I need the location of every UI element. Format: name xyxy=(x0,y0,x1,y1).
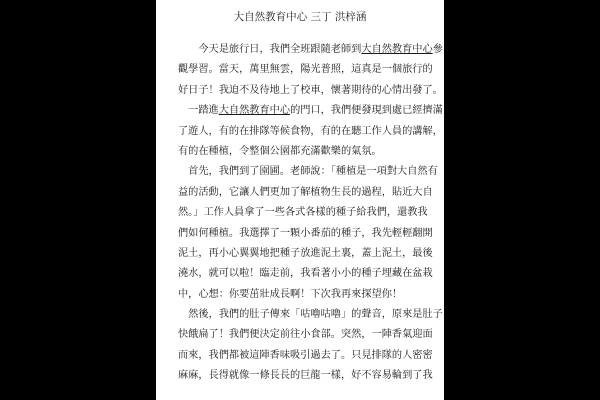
text-line: 好日子！我迫不及待地上了校車，懷著期待的心情出發了。 xyxy=(178,84,443,96)
text-line: 泥土，再小心翼翼地把種子放進泥土裏，蓋上泥土，最後 xyxy=(178,247,433,259)
text-line: 了遊人，有的在排隊等候食物，有的在聽工作人員的講解， xyxy=(178,125,443,137)
text-line: 而來，我們都被這陣香味吸引過去了。只見排隊的人密密 xyxy=(178,349,433,361)
essay-body xyxy=(178,40,443,387)
document-title: 大自然教育中心 三丁 洪梓涵 xyxy=(233,11,367,23)
underlined-place-name: 大自然教育中心 xyxy=(361,44,433,55)
text-line: 快餓扁了！我們便決定前往小食部。突然，一陣香氣迎面 xyxy=(178,329,433,341)
underlined-place-name: 大自然教育中心 xyxy=(218,105,291,117)
document-page xyxy=(156,0,444,400)
text-line: 有的在種植，令整個公園都充滿歡樂的氣氛。 xyxy=(178,145,382,157)
text-line: 們如何種植。我選擇了一顆小番茄的種子，我先輕輕翻開 xyxy=(178,227,433,239)
text-line: 澆水，就可以啦！臨走前，我看著小小的種子埋藏在盆栽 xyxy=(178,268,433,280)
text-line: 觀學習。當天，萬里無雲，陽光普照，這真是一個旅行的 xyxy=(178,64,433,76)
text-line: 今天是旅行日，我們全班跟隨老師到大自然教育中心參 xyxy=(178,44,443,55)
text-line: 一踏進大自然教育中心的門口，我們便發現到處已經擠滿 xyxy=(178,105,443,117)
text-line: 中，心想：你要茁壯成長啊！下次我再來探望你！ xyxy=(178,288,403,300)
text-line: 然。」工作人員拿了一些各式各樣的種子給我們，還教我 xyxy=(178,207,428,219)
text-line: 然後，我們的肚子傳來「咕嚕咕嚕」的聲音，原來是肚子 xyxy=(178,309,443,321)
text-line: 麻麻，長得就像一條長長的巨龍一樣，好不容易輪到了我 xyxy=(178,370,433,382)
text-line: 益的活動，它讓人們更加了解植物生長的過程，貼近大自 xyxy=(178,186,433,198)
text-line: 首先，我們到了園圃。老師說：「種植是一項對大自然有 xyxy=(178,166,438,178)
